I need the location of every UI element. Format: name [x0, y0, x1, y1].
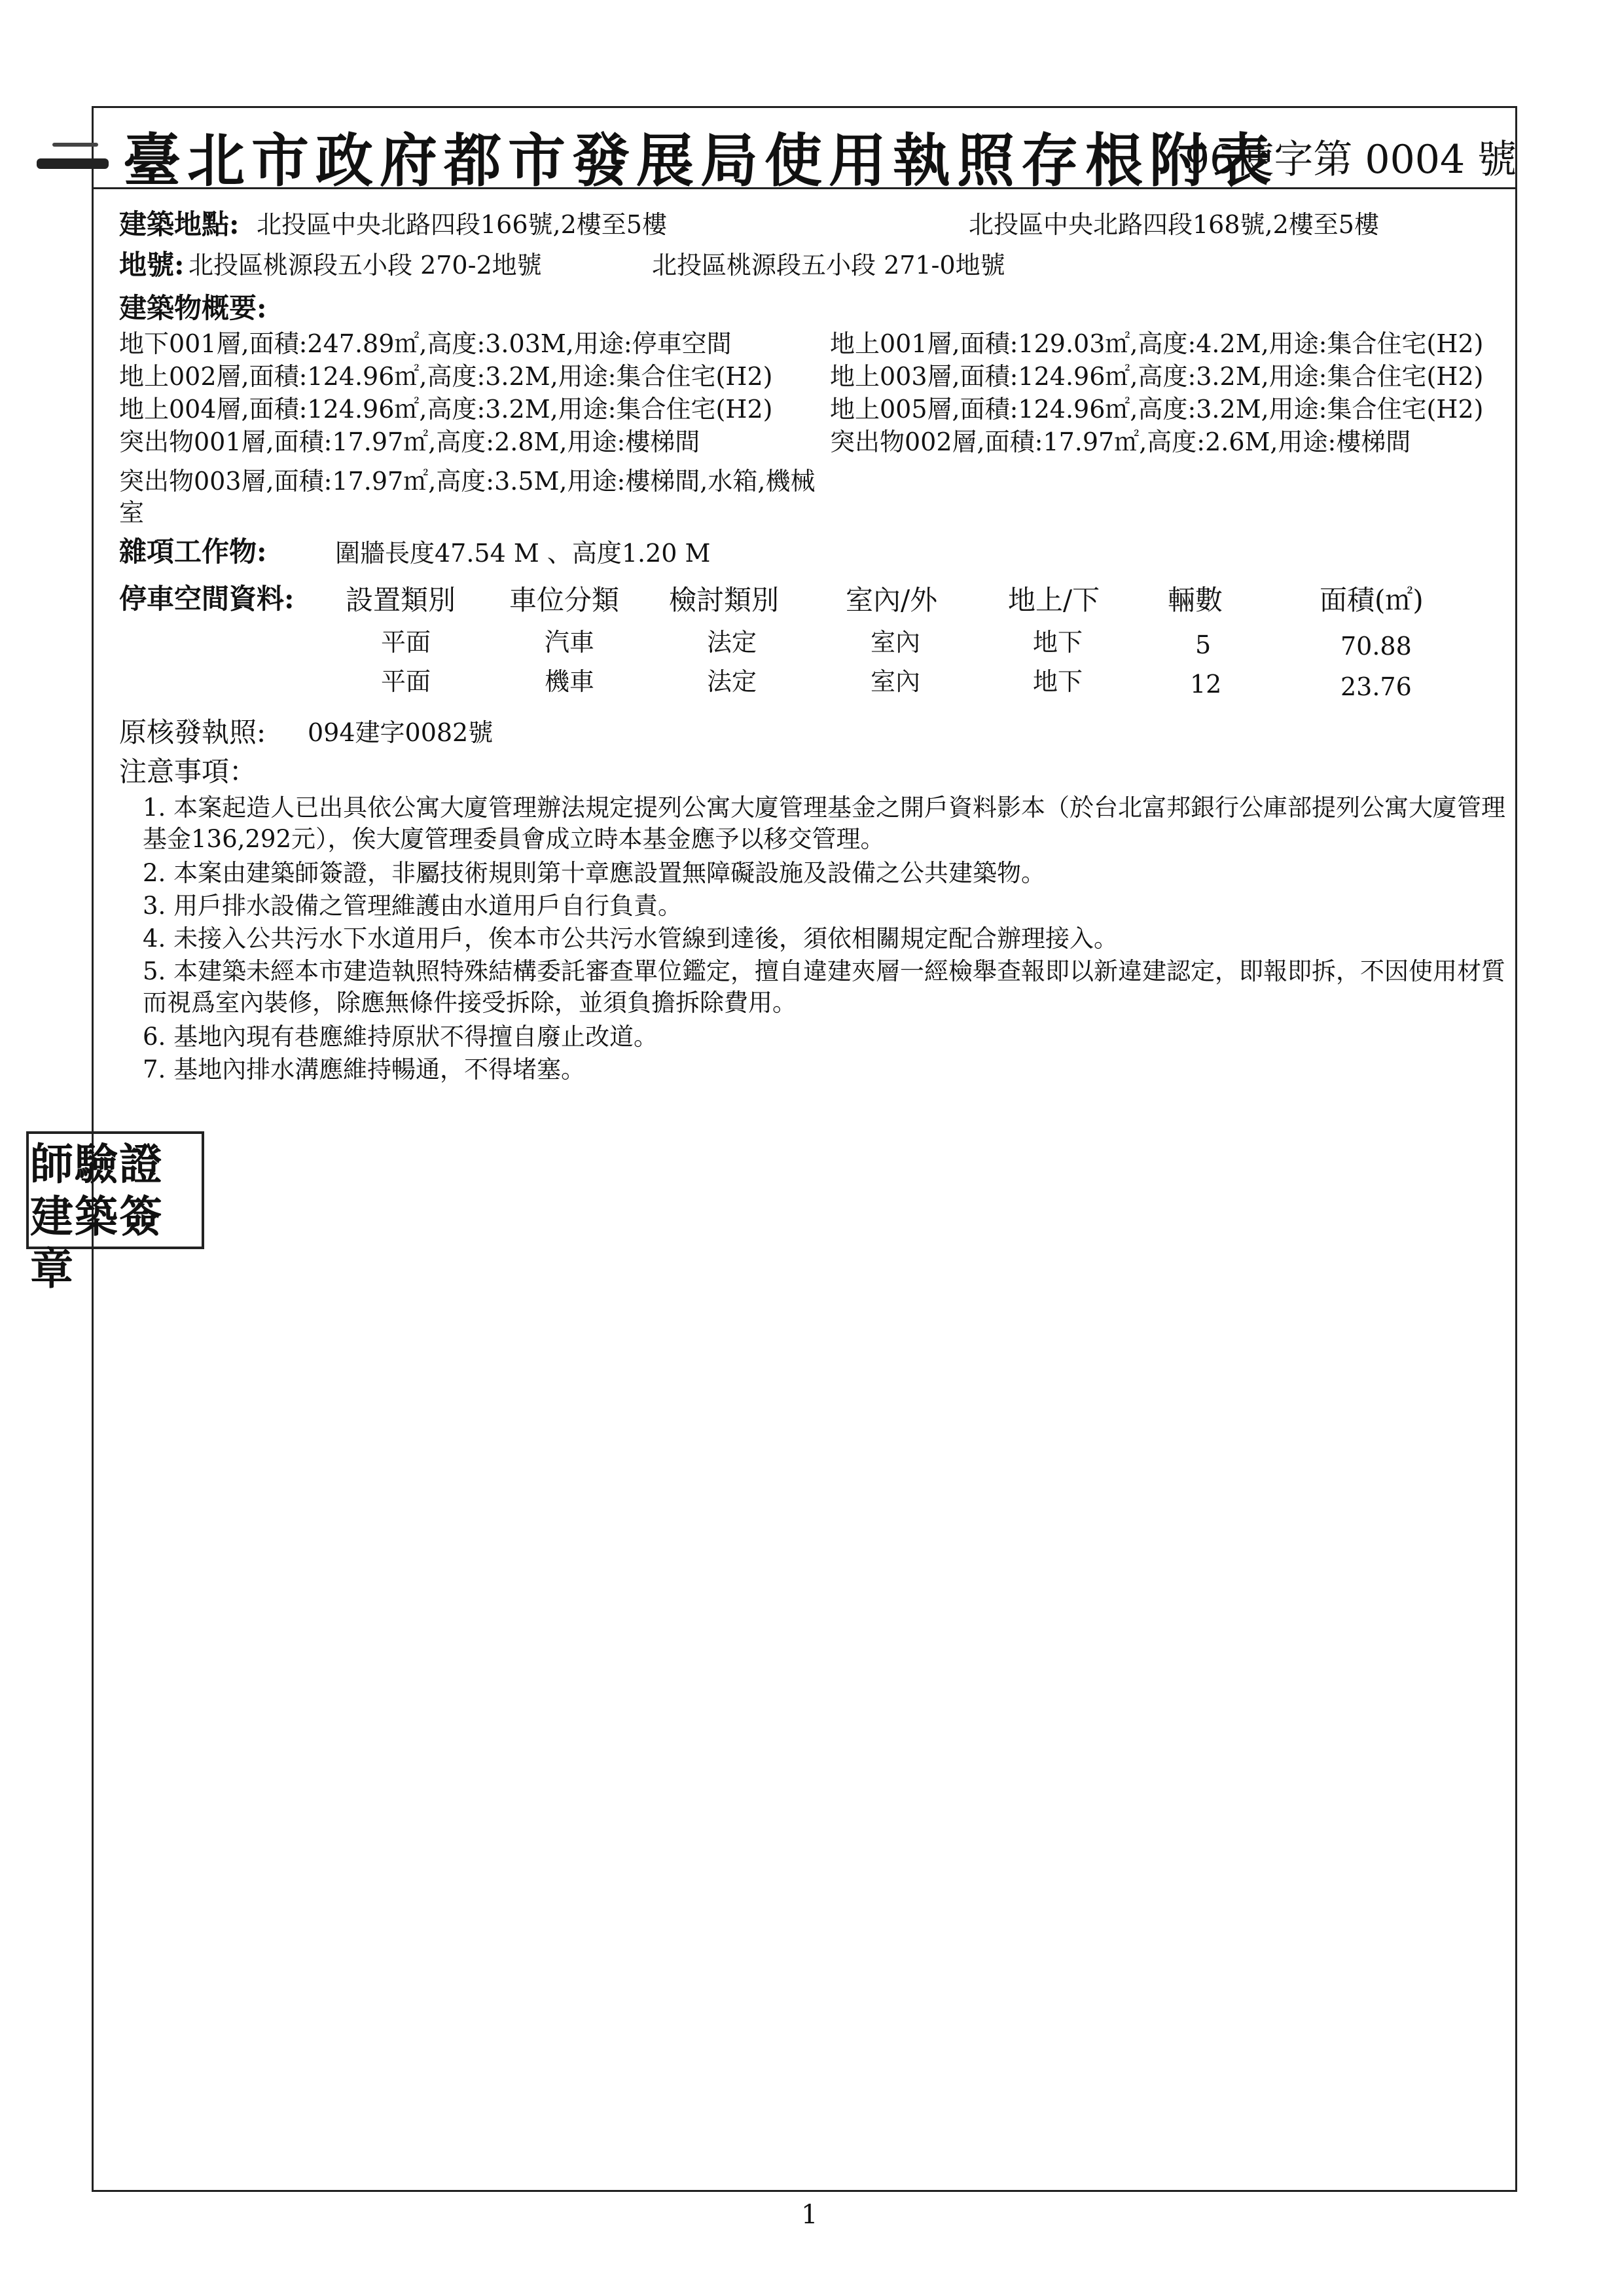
location-address-2: 北投區中央北路四段168號,2樓至5樓 [969, 210, 1379, 239]
parking-header: 面積(㎡) [1320, 584, 1424, 616]
parking-header: 設置類別 [346, 584, 456, 616]
note-item: 5. 本建築未經本市建造執照特殊結構委託審查單位鑑定，擅自違建夾層一經檢舉查報即以新違建認定，即報即拆，不因使用材質而視爲室內裝修，除應無條件接受拆除，並須負擔拆除費用。 [143, 957, 1506, 1017]
location-label: 建築地點: [119, 208, 240, 240]
note-item: 4. 未接入公共污水下水道用戶，俟本市公共污水管線到達後，須依相關規定配合辦理接入。 [143, 924, 1119, 953]
page-number: 1 [801, 2200, 818, 2230]
floor-row-right: 地上003層,面積:124.96㎡,高度:3.2M,用途:集合住宅(H2) [830, 362, 1484, 391]
note-item: 1. 本案起造人已出具依公寓大廈管理辦法規定提列公寓大廈管理基金之開戶資料影本（於台北富邦銀行公庫部提列公寓大廈管理基金136,292元），俟大廈管理委員會成立時本基金應予以移交管理。 [143, 793, 1506, 853]
scan-artifact [52, 143, 98, 147]
location-address-1: 北投區中央北路四段166號,2樓至5樓 [257, 210, 667, 239]
parking-label: 停車空間資料: [119, 583, 295, 615]
parking-cell: 地下 [1033, 667, 1083, 696]
land-label: 地號: [119, 249, 185, 281]
note-item: 3. 用戶排水設備之管理維護由水道用戶自行負責。 [143, 892, 683, 920]
land-parcel-1: 北投區桃源段五小段 270-2地號 [189, 251, 542, 280]
parking-cell: 70.88 [1340, 632, 1412, 661]
misc-works-value: 圍牆長度47.54 M 、高度1.20 M [335, 539, 711, 568]
notes-label: 注意事項： [119, 756, 257, 788]
floor-row-right: 地上005層,面積:124.96㎡,高度:3.2M,用途:集合住宅(H2) [830, 395, 1484, 424]
floor-row-left-continued: 室 [119, 498, 145, 527]
floor-row-left: 地下001層,面積:247.89㎡,高度:3.03M,用途:停車空間 [119, 329, 732, 358]
floor-row-left: 地上002層,面積:124.96㎡,高度:3.2M,用途:集合住宅(H2) [119, 362, 773, 391]
parking-cell: 法定 [707, 667, 757, 696]
floor-row-left: 突出物001層,面積:17.97㎡,高度:2.8M,用途:樓梯間 [119, 428, 700, 456]
land-parcel-2: 北投區桃源段五小段 271-0地號 [652, 251, 1005, 280]
parking-cell: 23.76 [1340, 672, 1412, 701]
parking-cell: 12 [1190, 670, 1222, 699]
note-item: 6. 基地內現有巷應維持原狀不得擅自廢止改道。 [143, 1023, 658, 1051]
parking-cell: 汽車 [545, 628, 595, 657]
floor-row-left: 突出物003層,面積:17.97㎡,高度:3.5M,用途:樓梯間,水箱,機械 [119, 467, 816, 496]
original-license-label: 原核發執照: [119, 716, 266, 748]
note-item: 7. 基地內排水溝應維持暢通，不得堵塞。 [143, 1055, 586, 1084]
parking-header: 輛數 [1168, 584, 1223, 616]
parking-cell: 機車 [545, 667, 595, 696]
parking-header: 檢討類別 [669, 584, 780, 616]
parking-cell: 5 [1195, 630, 1212, 659]
parking-cell: 室內 [871, 667, 921, 696]
original-license-value: 094建字0082號 [308, 718, 494, 747]
overview-label: 建築物概要: [119, 292, 267, 324]
parking-cell: 地下 [1033, 628, 1083, 657]
note-item: 2. 本案由建築師簽證，非屬技術規則第十章應設置無障礙設施及設備之公共建築物。 [143, 859, 1046, 887]
seal-text: 師驗證建築簽章 [30, 1139, 164, 1294]
misc-works-label: 雜項工作物: [119, 536, 267, 568]
scan-artifact [37, 158, 109, 169]
floor-row-right: 地上001層,面積:129.03㎡,高度:4.2M,用途:集合住宅(H2) [830, 329, 1484, 358]
floor-row-left: 地上004層,面積:124.96㎡,高度:3.2M,用途:集合住宅(H2) [119, 395, 773, 424]
parking-header: 室內/外 [846, 584, 938, 616]
parking-header: 車位分類 [509, 584, 620, 616]
license-number: 96使字第 0004 號 [1185, 137, 1517, 183]
floor-row-right: 突出物002層,面積:17.97㎡,高度:2.6M,用途:樓梯間 [830, 428, 1411, 456]
document-title: 臺北市政府都市發展局使用執照存根附表 [123, 126, 1278, 194]
parking-header: 地上/下 [1008, 584, 1100, 616]
parking-cell: 室內 [871, 628, 921, 657]
parking-cell: 法定 [707, 628, 757, 657]
parking-cell: 平面 [381, 628, 431, 657]
parking-cell: 平面 [381, 667, 431, 696]
